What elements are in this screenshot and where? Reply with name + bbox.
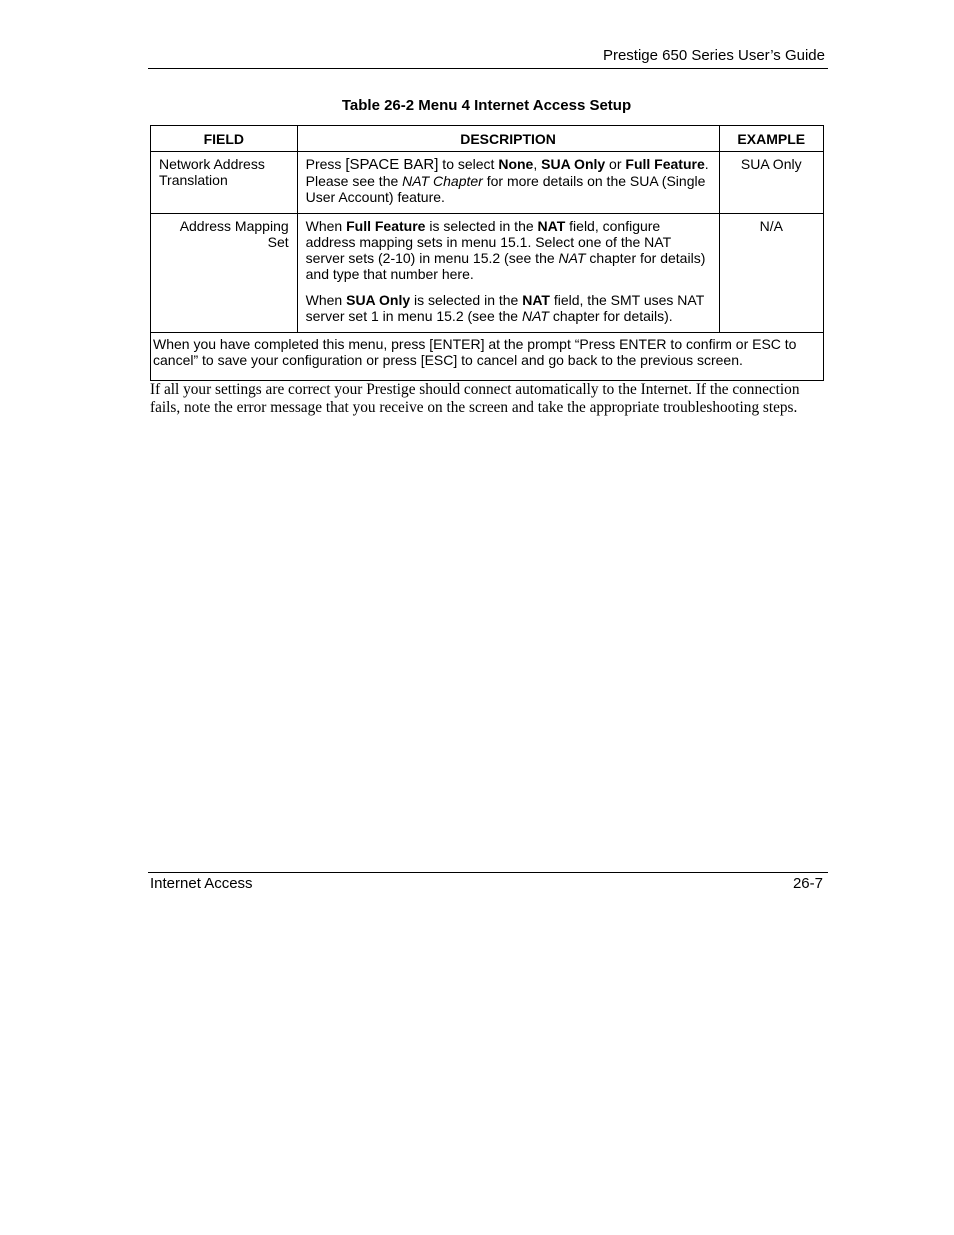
desc-text: When [305, 292, 347, 308]
desc-text: chapter for details). [548, 308, 673, 324]
desc-bold: Full Feature [625, 156, 705, 172]
page-header-title: Prestige 650 Series User’s Guide [602, 47, 825, 64]
column-header-field: FIELD [151, 126, 298, 152]
desc-paragraph [306, 292, 711, 324]
body-paragraph: If all your settings are correct your Prestige should connect automatically to the Internet. If the connection fails, note the error message that you receive on the screen and take the appropriate troubleshooting steps. [150, 381, 800, 416]
desc-text: field, configure address mapping sets in menu 15.1. Select one of the NAT server sets (2-10) in menu 15.2 (see the [305, 218, 671, 266]
column-header-example: EXAMPLE [719, 126, 823, 152]
desc-bold: NAT [522, 292, 550, 308]
field-cell: Address Mapping Set [151, 214, 298, 333]
header-rule [148, 68, 828, 69]
desc-text: or [605, 156, 626, 172]
table-note-row [151, 333, 824, 381]
desc-bold: SUA Only [541, 156, 606, 172]
desc-text: is selected in the [410, 292, 523, 308]
desc-italic: NAT [558, 250, 586, 266]
example-cell: SUA Only [719, 152, 823, 214]
desc-paragraph [306, 218, 711, 282]
table-note: When you have completed this menu, press [ENTER] at the prompt “Press ENTER to confirm or ESC to cancel” to save your configuration or press [ESC] to cancel and go back to the previous screen. [151, 333, 824, 381]
desc-bold: Full Feature [346, 218, 426, 234]
setup-table [150, 125, 824, 381]
desc-text: is selected in the [425, 218, 538, 234]
footer-rule [148, 872, 828, 873]
footer-section-title: Internet Access [150, 875, 253, 892]
column-header-description: DESCRIPTION [297, 126, 719, 152]
table-header-row [151, 126, 824, 152]
page-number: 26-7 [792, 875, 823, 892]
desc-text: Press [305, 156, 346, 172]
desc-italic: NAT [521, 308, 549, 324]
desc-bold: SUA Only [346, 292, 411, 308]
desc-text: , [533, 156, 542, 172]
field-cell: Network Address Translation [151, 152, 298, 214]
desc-bold: None [498, 156, 534, 172]
desc-italic: NAT Chapter [402, 173, 483, 189]
table-row [151, 152, 824, 214]
description-cell [297, 152, 719, 214]
desc-text: field, the SMT uses NAT server set 1 in menu 15.2 (see the [305, 292, 705, 324]
desc-text: When [305, 218, 347, 234]
desc-bold: NAT [537, 218, 566, 234]
desc-text: chapter for details) and type that number here. [305, 250, 706, 282]
desc-key: [SPACE BAR] [345, 156, 439, 173]
table-row [151, 214, 824, 333]
desc-text: for more details on the SUA (Single User Account) feature. [305, 173, 706, 205]
description-cell [297, 214, 719, 333]
desc-text: to select [438, 156, 499, 172]
desc-text: . Please see the [305, 156, 709, 189]
example-cell: N/A [719, 214, 823, 333]
table-caption: Table 26-2 Menu 4 Internet Access Setup [341, 97, 632, 114]
